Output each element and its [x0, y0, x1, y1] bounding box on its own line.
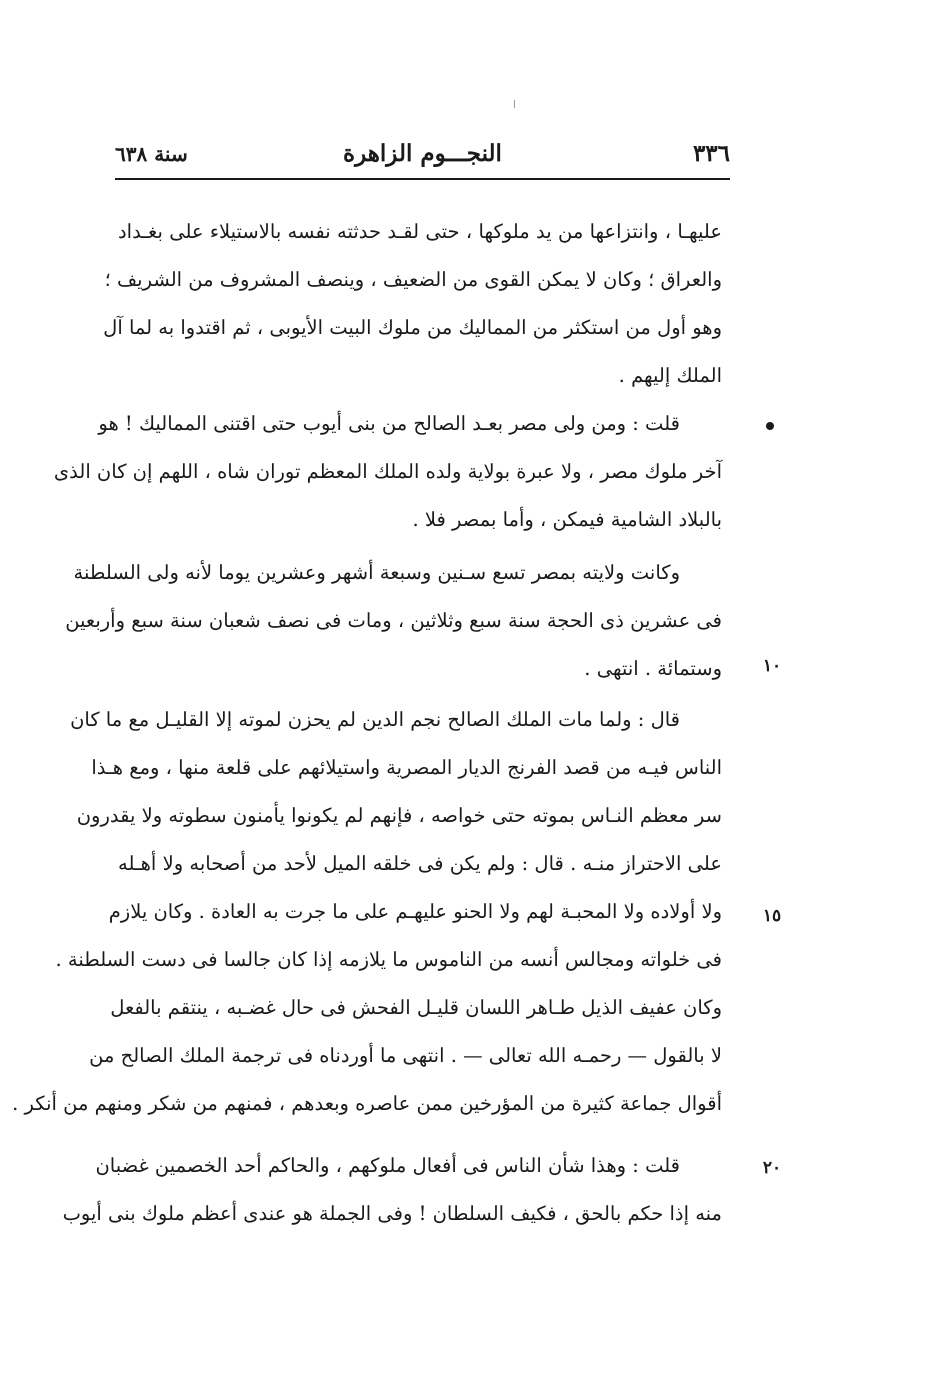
- line-number-20: ٢٠: [762, 1158, 782, 1178]
- text-line: سر معظم النـاس بموته حتى خواصه ، فإنهم لم يكونوا يأمنون سطوته ولا يقدرون: [76, 804, 722, 827]
- text-line: ولا أولاده ولا المحبـة لهم ولا الحنو عليهـم على ما جرت به العادة . وكان يلازم: [108, 900, 722, 923]
- text-line: قلت : وهذا شأن الناس فى أفعال ملوكهم ، والحاكم أحد الخصمين غضبان: [95, 1154, 680, 1177]
- line-number-15: ١٥: [762, 906, 782, 926]
- text-line: فى عشرين ذى الحجة سنة سبع وثلاثين ، ومات فى نصف شعبان سنة سبع وأربعين: [65, 609, 722, 632]
- text-line: وهو أول من استكثر من المماليك من ملوك البيت الأيوبى ، ثم اقتدوا به لما آل: [103, 316, 722, 339]
- text-line: وستمائة . انتهى .: [584, 657, 722, 680]
- text-line: أقوال جماعة كثيرة من المؤرخين ممن عاصره وبعدهم ، فمنهم من شكر ومنهم من أنكر .: [12, 1092, 722, 1115]
- running-year: سنة ٦٣٨: [115, 142, 188, 166]
- paragraph-marker: [766, 422, 774, 430]
- text-line: فى خلواته ومجالس أنسه من الناموس ما يلازمه إذا كان جالسا فى دست السلطنة .: [55, 948, 722, 971]
- text-line: لا بالقول — رحمـه الله تعالى — . انتهى ما أوردناه فى ترجمة الملك الصالح من: [89, 1044, 722, 1067]
- line-number-10: ١٠: [762, 656, 782, 676]
- text-line: قلت : ومن ولى مصر بعـد الصالح من بنى أيوب حتى اقتنى المماليك ! هو: [98, 412, 680, 435]
- text-line: والعراق ؛ وكان لا يمكن القوى من الضعيف ، وينصف المشروف من الشريف ؛: [104, 268, 722, 291]
- text-line: على الاحتراز منـه . قال : ولم يكن فى خلقه الميل لأحد من أصحابه ولا أهـله: [118, 852, 722, 875]
- running-title: النجـــوم الزاهرة: [343, 140, 502, 167]
- text-line: منه إذا حكم بالحق ، فكيف السلطان ! وفى الجملة هو عندى أعظم ملوك بنى أيوب: [62, 1202, 722, 1225]
- text-line: وكانت ولايته بمصر تسع سـنين وسبعة أشهر وعشرين يوما لأنه ولى السلطنة: [73, 561, 680, 584]
- text-line: آخر ملوك مصر ، ولا عبرة بولاية ولده الملك المعظم توران شاه ، اللهم إن كان الذى: [53, 460, 722, 483]
- text-line: وكان عفيف الذيل طـاهر اللسان قليـل الفحش فى حال غضـبه ، ينتقم بالفعل: [110, 996, 722, 1019]
- text-line: بالبلاد الشامية فيمكن ، وأما بمصر فلا .: [412, 508, 722, 531]
- text-line: عليهـا ، وانتزاعها من يد ملوكها ، حتى لقـد حدثته نفسه بالاستيلاء على بغـداد: [118, 220, 722, 243]
- text-line: قال : ولما مات الملك الصالح نجم الدين لم يحزن لموته إلا القليـل مع ما كان: [70, 708, 680, 731]
- page-number: ٣٣٦: [692, 140, 730, 167]
- text-line: الناس فيـه من قصد الفرنج الديار المصرية واستيلائهم على قلعة منها ، ومع هـذا: [91, 756, 722, 779]
- text-line: الملك إليهم .: [618, 364, 722, 387]
